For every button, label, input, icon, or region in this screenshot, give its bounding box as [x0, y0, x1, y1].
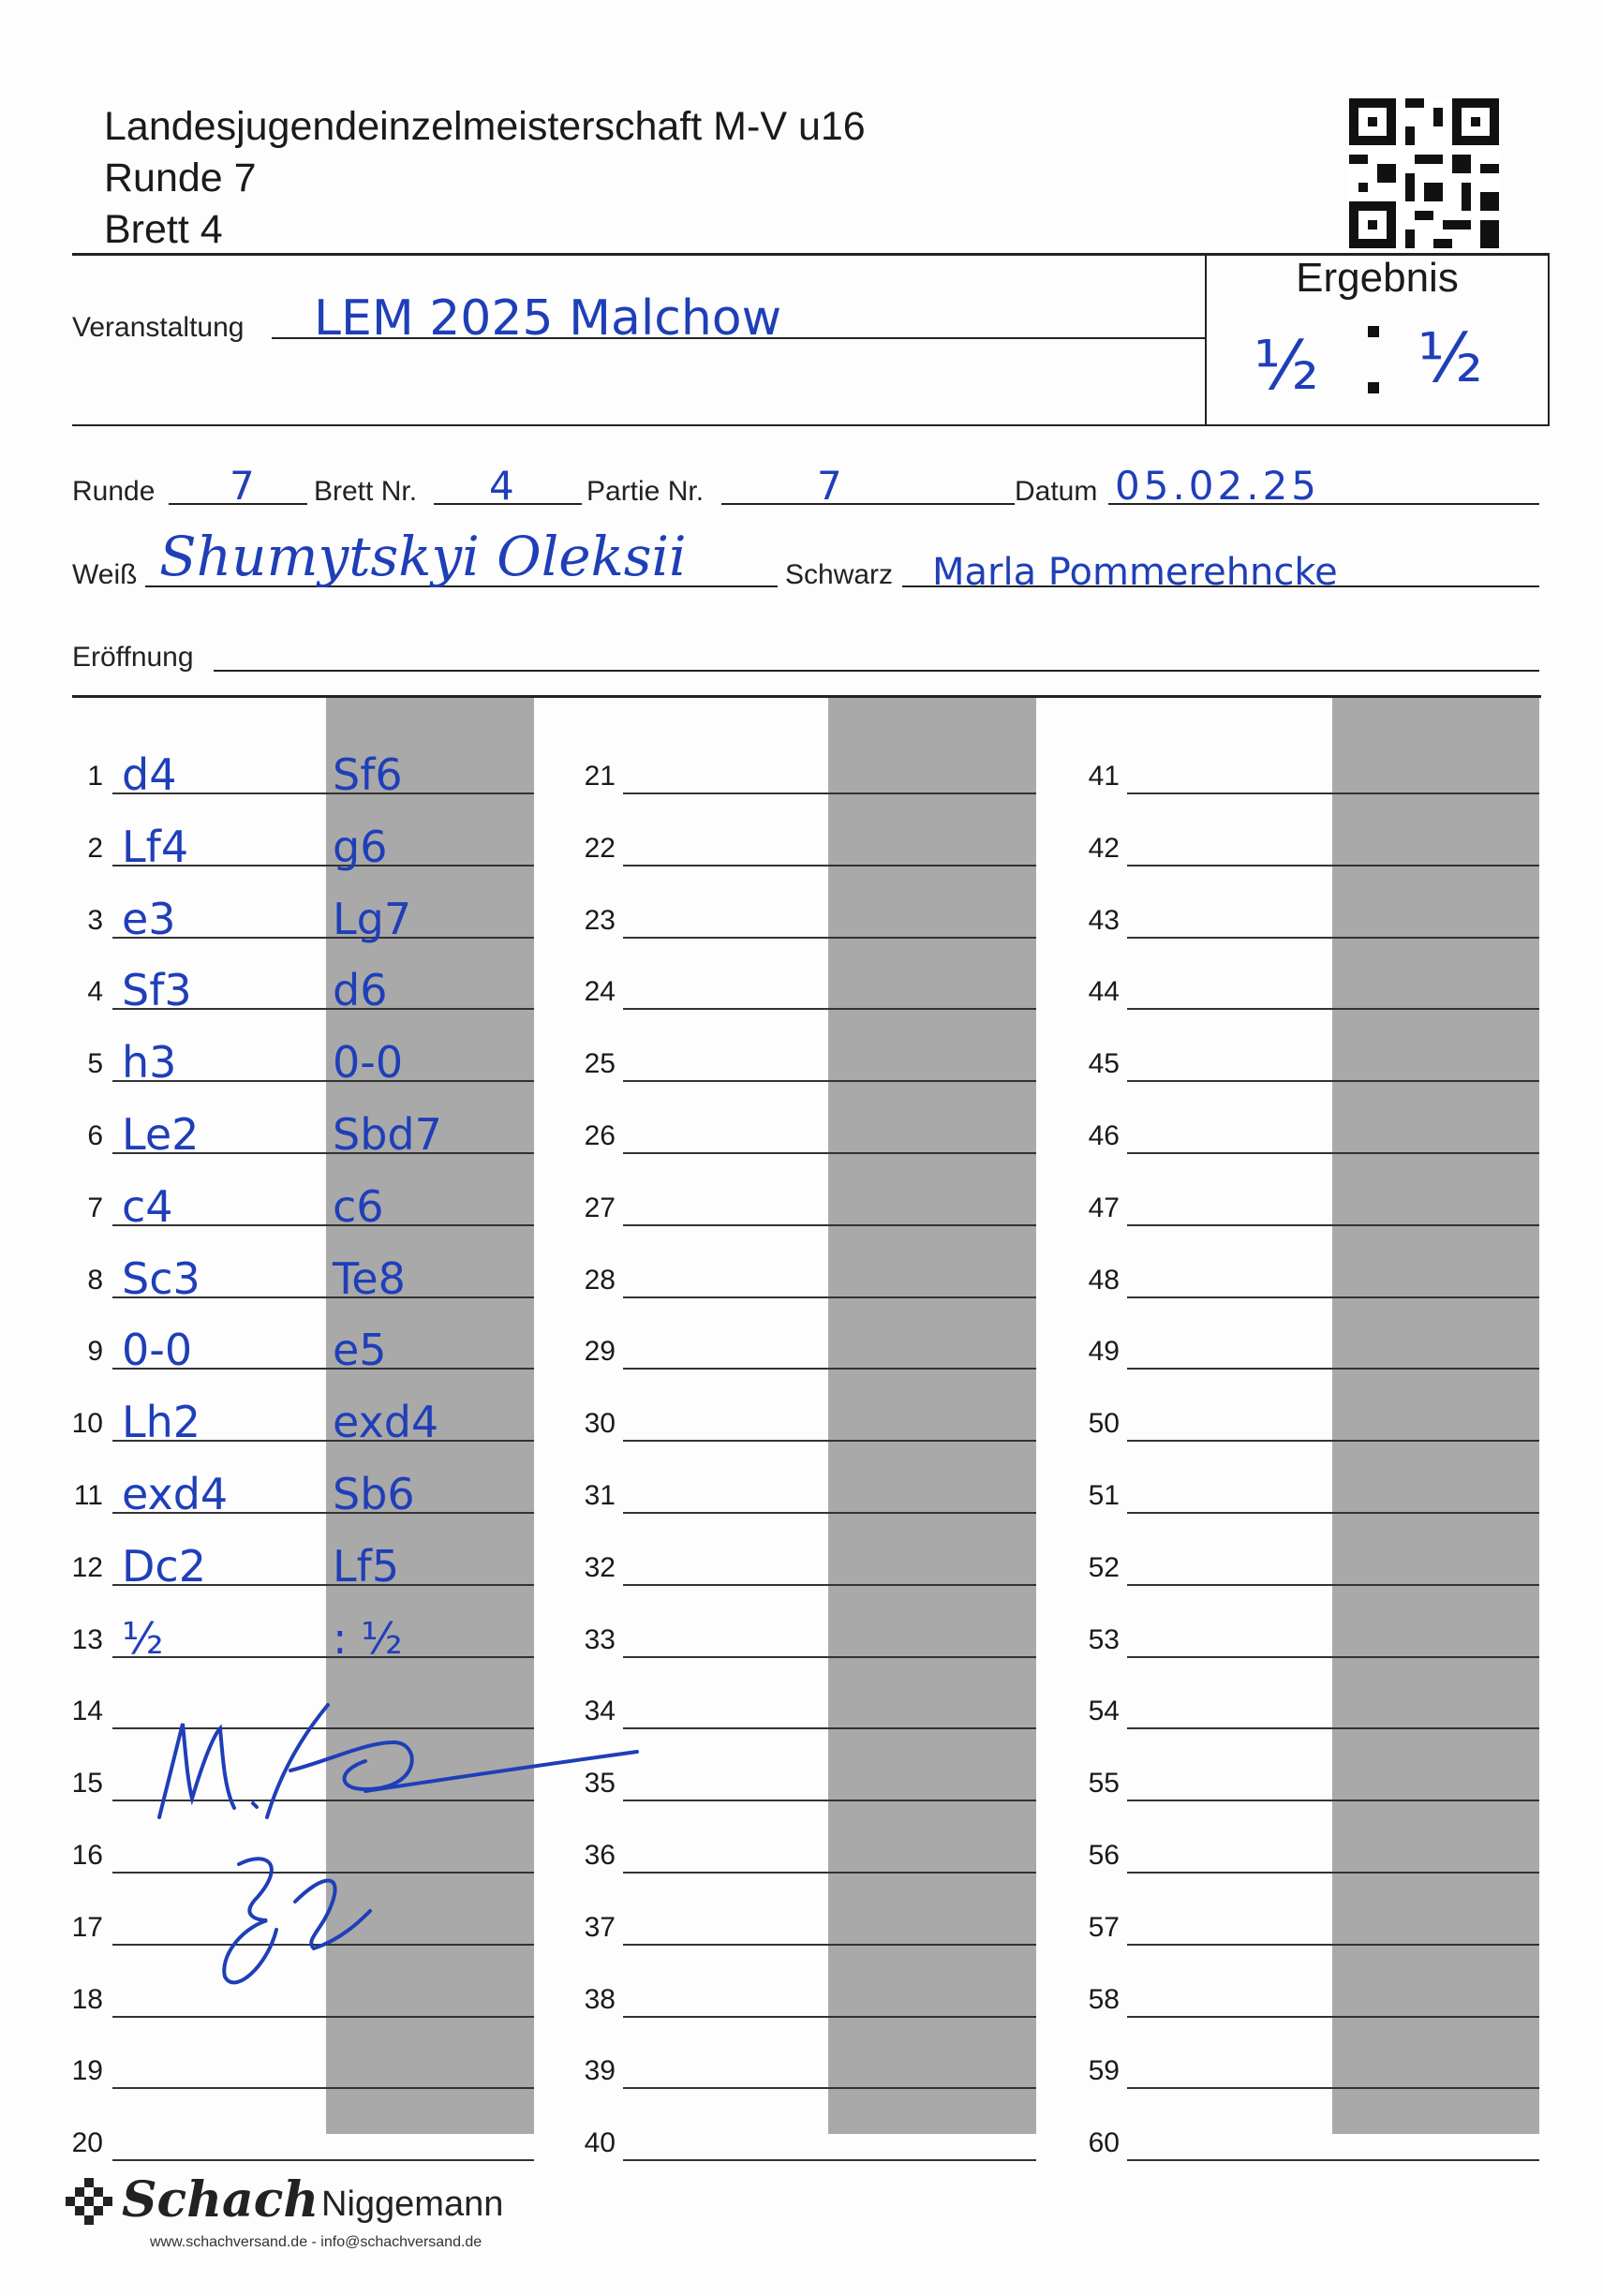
move-number: 18 [71, 1984, 103, 2015]
game-label: Partie Nr. [586, 476, 705, 507]
move-row-line [1127, 2016, 1539, 2018]
move-number: 26 [584, 1120, 616, 1151]
result-white-score: ½ [1254, 326, 1319, 405]
white-move[interactable]: ½ [122, 1613, 164, 1664]
move-number: 52 [1088, 1552, 1120, 1583]
black-move[interactable]: exd4 [333, 1397, 439, 1447]
move-number: 35 [584, 1768, 616, 1799]
move-row-line [1127, 2159, 1539, 2161]
move-number: 28 [584, 1265, 616, 1296]
move-number: 48 [1088, 1265, 1120, 1296]
move-row-line [623, 1368, 1036, 1370]
move-row-line [1127, 1656, 1539, 1658]
move-row-line [112, 2087, 534, 2089]
event-label: Veranstaltung [72, 312, 245, 343]
date-label: Datum [1015, 476, 1098, 507]
move-number: 57 [1088, 1912, 1120, 1943]
move-number: 19 [71, 2055, 103, 2086]
result-dot-top [1368, 326, 1379, 337]
move-number: 5 [87, 1048, 103, 1079]
move-number: 43 [1088, 905, 1120, 936]
move-row-line [623, 1512, 1036, 1514]
move-number: 12 [71, 1552, 103, 1583]
move-row-line [623, 1584, 1036, 1586]
move-number: 51 [1088, 1480, 1120, 1511]
black-player-name[interactable]: Marla Pommerehncke [932, 551, 1338, 594]
result-black-score: ½ [1417, 318, 1483, 397]
move-row-line [1127, 1872, 1539, 1874]
board-label: Brett Nr. [314, 476, 418, 507]
move-number: 29 [584, 1336, 616, 1367]
move-number: 44 [1088, 976, 1120, 1007]
board-value[interactable]: 4 [489, 463, 514, 509]
black-move[interactable]: e5 [333, 1325, 387, 1375]
signature-black [201, 1845, 389, 2005]
black-move[interactable]: Sf6 [333, 749, 403, 800]
move-number: 9 [87, 1336, 103, 1367]
move-number: 1 [87, 761, 103, 792]
move-row-line [623, 1872, 1036, 1874]
move-row-line [1127, 1008, 1539, 1010]
move-number: 55 [1088, 1768, 1120, 1799]
move-number: 8 [87, 1265, 103, 1296]
move-number: 59 [1088, 2055, 1120, 2086]
move-row-line [112, 2016, 534, 2018]
white-label: Weiß [72, 559, 138, 590]
footer-brand-secondary: Niggemann [321, 2185, 504, 2224]
move-row-line [623, 792, 1036, 794]
move-number: 3 [87, 905, 103, 936]
move-row-line [1127, 2087, 1539, 2089]
move-number: 42 [1088, 833, 1120, 864]
move-row-line [623, 1080, 1036, 1082]
white-move[interactable]: Sf3 [122, 965, 192, 1015]
black-column-shade-2 [828, 698, 1036, 2134]
round-heading: Runde 7 [104, 156, 257, 200]
move-number: 58 [1088, 1984, 1120, 2015]
move-row-line [1127, 1800, 1539, 1801]
opening-underline [214, 670, 1539, 672]
move-number: 47 [1088, 1192, 1120, 1223]
move-number: 7 [87, 1192, 103, 1223]
move-number: 36 [584, 1840, 616, 1871]
move-row-line [1127, 1727, 1539, 1729]
move-number: 37 [584, 1912, 616, 1943]
footer-brand: Schach [122, 2171, 319, 2229]
move-number: 21 [584, 761, 616, 792]
black-move[interactable]: Te8 [333, 1253, 406, 1304]
move-row-line [623, 1944, 1036, 1946]
move-row-line [623, 1224, 1036, 1226]
white-move[interactable]: 0-0 [122, 1325, 193, 1375]
move-row-line [1127, 1944, 1539, 1946]
result-dot-bottom [1368, 382, 1379, 393]
move-row-line [623, 1800, 1036, 1801]
date-value[interactable]: 05.02.25 [1115, 463, 1321, 509]
move-row-line [1127, 937, 1539, 939]
black-move[interactable]: : ½ [333, 1613, 403, 1664]
black-move[interactable]: c6 [333, 1181, 384, 1232]
move-number: 13 [71, 1624, 103, 1655]
black-move[interactable]: Lg7 [333, 894, 412, 944]
opening-label: Eröffnung [72, 642, 194, 673]
black-move[interactable]: g6 [333, 822, 388, 872]
move-row-line [112, 2159, 534, 2161]
black-move[interactable]: 0-0 [333, 1037, 404, 1088]
move-row-line [623, 865, 1036, 867]
black-column-shade-3 [1332, 698, 1539, 2134]
move-number: 11 [73, 1480, 103, 1511]
move-row-line [623, 1727, 1036, 1729]
white-player-name[interactable]: Shumytskyi Oleksii [159, 525, 687, 588]
move-row-line [623, 1440, 1036, 1442]
white-move[interactable]: c4 [122, 1181, 173, 1232]
result-label: Ergebnis [1296, 255, 1459, 301]
move-number: 50 [1088, 1408, 1120, 1439]
move-number: 20 [71, 2127, 103, 2158]
chess-logo-icon [66, 2178, 112, 2225]
move-number: 45 [1088, 1048, 1120, 1079]
move-row-line [623, 1008, 1036, 1010]
move-number: 34 [584, 1696, 616, 1726]
move-row-line [623, 2159, 1036, 2161]
move-row-line [1127, 1080, 1539, 1082]
black-label: Schwarz [785, 559, 894, 590]
black-move[interactable]: Lf5 [333, 1541, 400, 1592]
move-number: 46 [1088, 1120, 1120, 1151]
move-row-line [623, 1296, 1036, 1298]
move-row-line [1127, 792, 1539, 794]
move-number: 41 [1088, 761, 1120, 792]
move-number: 6 [87, 1120, 103, 1151]
move-number: 30 [584, 1408, 616, 1439]
white-move[interactable]: d4 [122, 749, 177, 800]
move-number: 39 [584, 2055, 616, 2086]
move-row-line [112, 1224, 534, 1226]
move-row-line [623, 1152, 1036, 1154]
round-label: Runde [72, 476, 156, 507]
move-row-line [623, 2016, 1036, 2018]
move-row-line [1127, 865, 1539, 867]
move-number: 15 [71, 1768, 103, 1799]
tournament-title: Landesjugendeinzelmeisterschaft M-V u16 [104, 104, 866, 149]
board-heading: Brett 4 [104, 207, 223, 252]
move-number: 31 [584, 1480, 616, 1511]
move-number: 60 [1088, 2127, 1120, 2158]
black-move[interactable]: Sb6 [333, 1469, 415, 1519]
result-box[interactable] [1205, 253, 1550, 426]
move-row-line [1127, 1224, 1539, 1226]
qr-code-icon [1349, 98, 1499, 248]
move-number: 33 [584, 1624, 616, 1655]
footer-url: www.schachversand.de - info@schachversand.de [150, 2234, 482, 2250]
event-bottom-rule [72, 424, 1205, 426]
move-number: 32 [584, 1552, 616, 1583]
moves-top-rule [72, 695, 1541, 698]
move-number: 4 [87, 976, 103, 1007]
white-move[interactable]: h3 [122, 1037, 177, 1088]
move-row-line [1127, 1440, 1539, 1442]
move-number: 25 [584, 1048, 616, 1079]
move-row-line [623, 1656, 1036, 1658]
white-move[interactable]: e3 [122, 894, 176, 944]
move-number: 17 [71, 1912, 103, 1943]
move-number: 16 [71, 1840, 103, 1871]
move-row-line [623, 2087, 1036, 2089]
white-move[interactable]: exd4 [122, 1469, 229, 1519]
event-value[interactable]: LEM 2025 Malchow [314, 290, 782, 347]
white-move[interactable]: Lf4 [122, 822, 189, 872]
move-row-line [1127, 1512, 1539, 1514]
move-row-line [1127, 1368, 1539, 1370]
move-number: 49 [1088, 1336, 1120, 1367]
move-number: 23 [584, 905, 616, 936]
move-number: 53 [1088, 1624, 1120, 1655]
white-move[interactable]: Dc2 [122, 1541, 206, 1592]
white-move[interactable]: Sc3 [122, 1253, 200, 1304]
move-number: 14 [71, 1696, 103, 1726]
move-row-line [1127, 1296, 1539, 1298]
move-number: 2 [87, 833, 103, 864]
black-move[interactable]: Sbd7 [333, 1109, 442, 1160]
white-move[interactable]: Lh2 [122, 1397, 201, 1447]
black-move[interactable]: d6 [333, 965, 388, 1015]
white-move[interactable]: Le2 [122, 1109, 200, 1160]
game-value[interactable]: 7 [817, 463, 842, 509]
move-row-line [1127, 1152, 1539, 1154]
move-number: 24 [584, 976, 616, 1007]
round-value[interactable]: 7 [230, 463, 255, 509]
move-row-line [623, 937, 1036, 939]
move-row-line [112, 1656, 534, 1658]
move-number: 38 [584, 1984, 616, 2015]
move-row-line [1127, 1584, 1539, 1586]
game-underline [721, 503, 1015, 505]
move-number: 27 [584, 1192, 616, 1223]
move-number: 40 [584, 2127, 616, 2158]
move-number: 56 [1088, 1840, 1120, 1871]
move-number: 10 [71, 1408, 103, 1439]
move-number: 22 [584, 833, 616, 864]
move-number: 54 [1088, 1696, 1120, 1726]
